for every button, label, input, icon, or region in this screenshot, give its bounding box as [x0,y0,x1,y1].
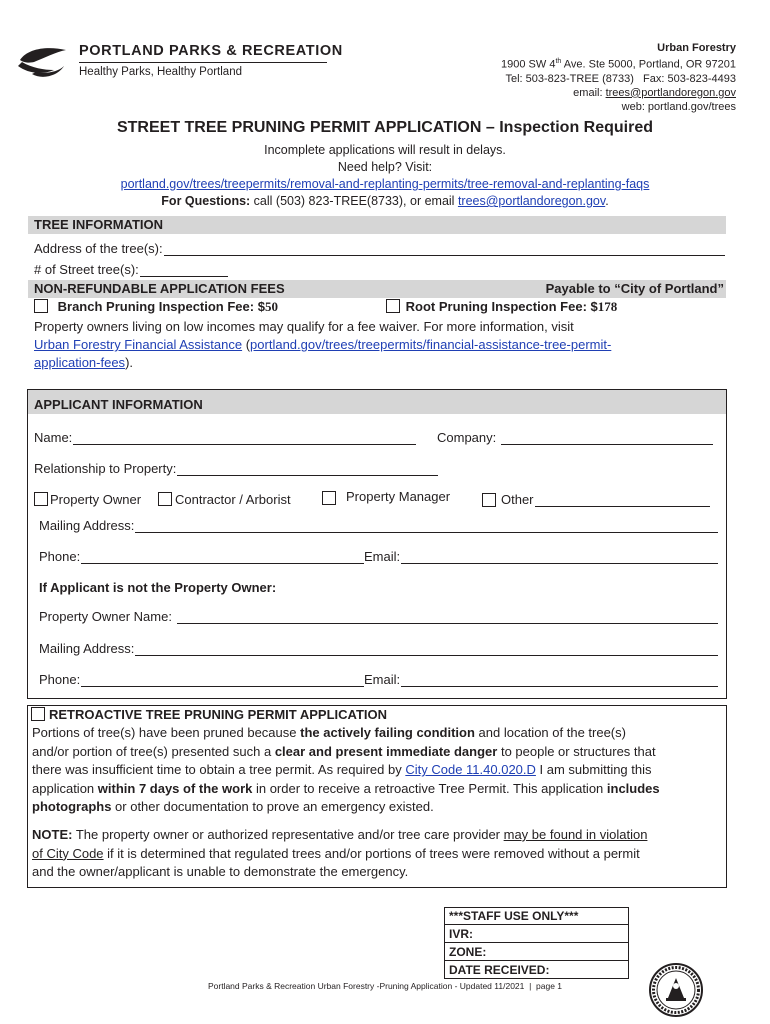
assist-link[interactable]: Urban Forestry Financial Assistance [34,337,243,352]
fees-header: NON-REFUNDABLE APPLICATION FEES Payable to “City of Portland” [28,280,726,298]
page-title: STREET TREE PRUNING PERMIT APPLICATION – Inspection Required [116,119,654,136]
manager-checkbox[interactable] [322,491,336,505]
owner-name-field[interactable]: Property Owner Name: [39,609,718,624]
assist-line-2: application-fees). [34,355,134,370]
assist-url-link[interactable]: portland.gov/trees/treepermits/financial-assistance-tree-permit- [250,337,612,352]
waiver-text: Property owners living on low incomes may qualify for a fee waiver. For more information, visit [34,319,574,334]
staff-title: ***STAFF USE ONLY*** [445,908,628,925]
tree-count-field[interactable] [34,262,228,277]
questions-email-link[interactable]: trees@portlandoregon.gov [457,194,606,208]
contact-email-link[interactable]: trees@portlandoregon.gov [605,86,736,99]
opt-manager[interactable]: Property Manager [322,491,450,506]
opt-owner[interactable]: Property Owner [34,492,141,507]
mailing-address-field[interactable]: Mailing Address: [39,518,718,533]
owner-email-field[interactable]: Email: [364,672,718,687]
root-fee-option[interactable]: Root Pruning Inspection Fee: $178 [386,299,617,315]
owner-mailing-field[interactable]: Mailing Address: [39,641,718,656]
org-tagline: Healthy Parks, Healthy Portland [79,66,242,78]
page-footer: Portland Parks & Recreation Urban Forestry -Pruning Application - Updated 11/2021 | page 1 [207,981,563,991]
staff-use-box [444,907,629,979]
intro-block [0,142,770,210]
intro-delay: Incomplete applications will result in delays. [264,143,506,157]
owner-phone-field[interactable]: Phone: [39,672,364,687]
fees-payable: Payable to “City of Portland” [545,281,724,296]
root-fee-checkbox[interactable] [386,299,400,313]
applicant-header: APPLICANT INFORMATION [28,390,726,414]
assist-url-link-2[interactable]: application-fees [34,355,126,370]
phone-field[interactable]: Phone: [39,549,364,564]
city-code-link[interactable]: City Code 11.40.020.D [405,762,536,778]
not-owner-heading: If Applicant is not the Property Owner: [39,580,277,595]
tree-address-field[interactable] [34,241,725,256]
assist-line: Urban Forestry Financial Assistance (portland.gov/trees/treepermits/financial-assistance-tree-permit- [34,337,612,352]
org-name: PORTLAND PARKS & RECREATION [79,43,343,59]
email-field[interactable]: Email: [364,549,718,564]
contractor-checkbox[interactable] [158,492,172,506]
applicant-company-field[interactable]: Company: [437,430,713,445]
opt-contractor[interactable]: Contractor / Arborist [158,492,291,507]
contact-email: email: trees@portlandoregon.gov [573,86,736,99]
org-divider [79,62,327,63]
retro-checkbox[interactable] [31,707,45,721]
contact-tel: Tel: 503-823-TREE (8733) Fax: 503-823-4493 [505,72,736,85]
opt-other[interactable]: Other [482,492,710,507]
branch-fee-option[interactable]: Branch Pruning Inspection Fee: $50 [34,299,278,315]
logo [14,44,72,80]
staff-zone: ZONE: [445,943,628,961]
staff-ivr: IVR: [445,925,628,943]
branch-fee-checkbox[interactable] [34,299,48,313]
other-checkbox[interactable] [482,493,496,507]
intro-help: Need help? Visit: [337,160,433,174]
retro-header[interactable]: RETROACTIVE TREE PRUNING PERMIT APPLICATION [31,707,387,722]
staff-date: DATE RECEIVED: [449,963,550,977]
faq-link[interactable]: portland.gov/trees/treepermits/removal-and-replanting-permits/tree-removal-and-replanting-faqs [120,177,650,191]
tree-count-label: # of Street tree(s): [34,262,139,277]
tree-info-header: TREE INFORMATION [28,216,726,234]
contact-web: web: portland.gov/trees [621,100,736,113]
owner-checkbox[interactable] [34,492,48,506]
contact-address: 1900 SW 4th Ave. Ste 5000, Portland, OR 97201 [501,58,736,71]
applicant-name-field[interactable]: Name: [34,430,416,445]
tree-address-label: Address of the tree(s): [34,241,163,256]
retro-body: Portions of tree(s) have been pruned because the actively failing condition and location of the tree(s) and/or portion of tree(s) presented such a clear and present immediate danger to people or structures that there was insufficient time to obtain a tree permit. As required by City Code 11.40.020.D I am submitting this application within 7 days of the work in order to receive a retroactive Tree Permit. This application includes photographs or other documentation to prove an emergency existed. NOTE: The property owner or authorized representative and/or tree care provider may be found in violation of City Code if it is determined that regulated trees and/or portions of trees were removed without a permit and the owner/applicant is unable to demonstrate the emergency. [32,725,660,880]
questions-line: For Questions: call (503) 823-TREE(8733), or email trees@portlandoregon.gov. [161,194,609,208]
contact-dept: Urban Forestry [657,42,736,54]
leaf-hands-icon [14,44,72,80]
relationship-field[interactable]: Relationship to Property: [34,461,438,476]
contact-block [501,41,736,114]
